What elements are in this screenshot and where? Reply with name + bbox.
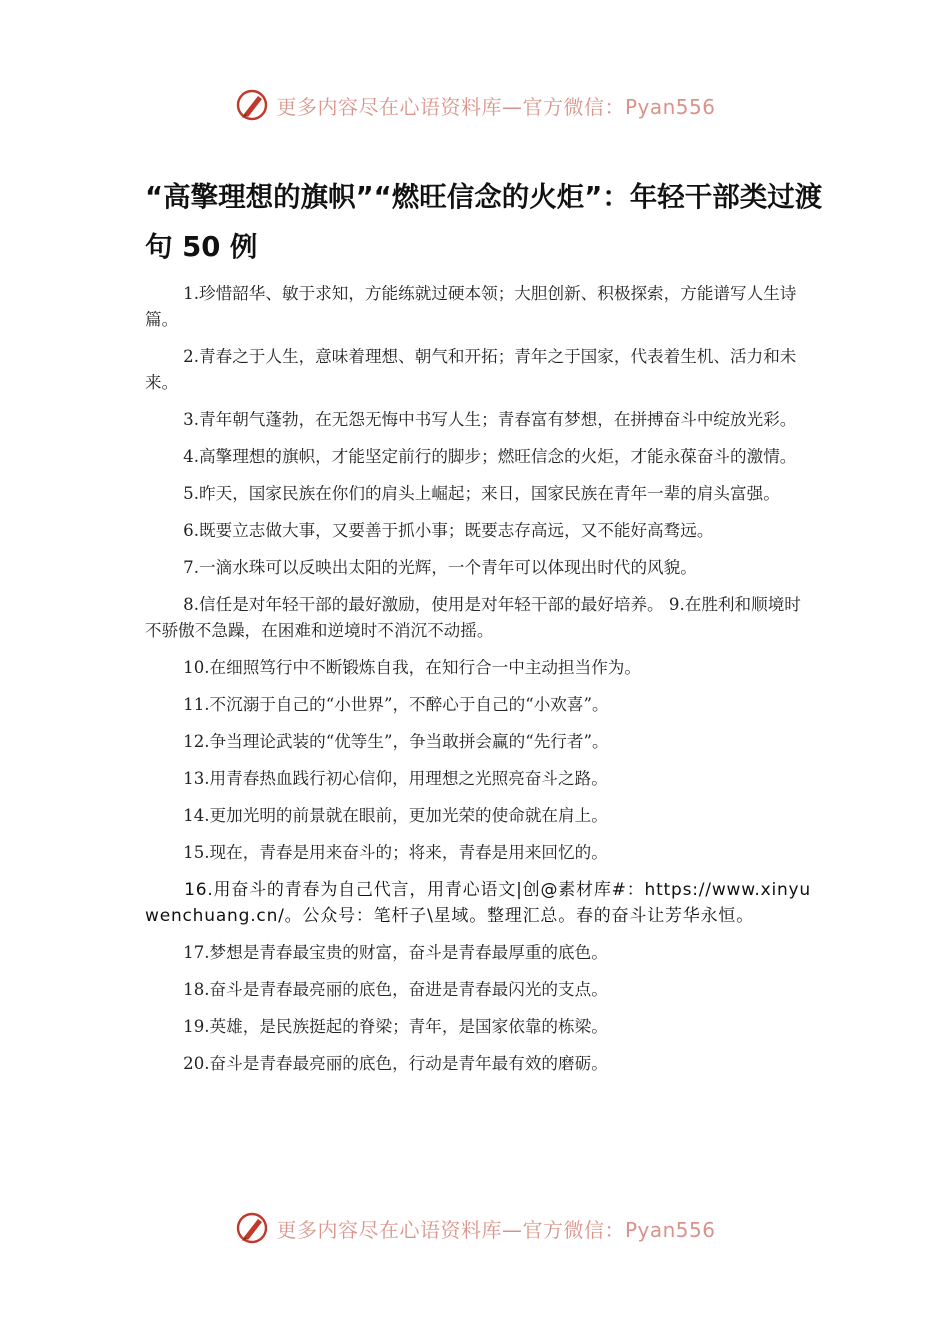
paragraph-13: 13.用青春热血践行初心信仰，用理想之光照亮奋斗之路。 <box>183 769 608 788</box>
paragraph-17: 17.梦想是青春最宝贵的财富，奋斗是青春最厚重的底色。 <box>183 943 608 962</box>
paragraph-7: 7.一滴水珠可以反映出太阳的光辉，一个青年可以体现出时代的风貌。 <box>183 558 697 577</box>
paragraph-18: 18.奋斗是青春最亮丽的底色，奋进是青春最闪光的支点。 <box>183 980 608 999</box>
paragraph-14: 14.更加光明的前景就在眼前，更加光荣的使命就在肩上。 <box>183 806 608 825</box>
paragraph-8-9: 8.信任是对年轻干部的最好激励，使用是对年轻干部的最好培养。 9.在胜利和顺境时不骄傲不急躁，在困难和逆境时不消沉不动摇。 <box>145 595 801 640</box>
pen-circle-icon <box>234 87 270 123</box>
paragraph-3: 3.青年朝气蓬勃，在无怨无悔中书写人生；青春富有梦想，在拼搏奋斗中绽放光彩。 <box>183 410 797 429</box>
paragraph-20: 20.奋斗是青春最亮丽的底色，行动是青年最有效的磨砺。 <box>183 1054 608 1073</box>
header-banner <box>0 85 950 125</box>
paragraph-4: 4.高擎理想的旗帜，才能坚定前行的脚步；燃旺信念的火炬，才能永葆奋斗的激情。 <box>183 447 797 466</box>
paragraph-15: 15.现在，青春是用来奋斗的；将来，青春是用来回忆的。 <box>183 843 608 862</box>
footer-banner <box>0 1208 950 1248</box>
paragraph-19: 19.英雄，是民族挺起的脊梁；青年，是国家依靠的栋梁。 <box>183 1017 608 1036</box>
header-banner-text: 更多内容尽在心语资料库—官方微信：Pyan556 <box>276 94 716 119</box>
paragraph-16: 16.用奋斗的青春为自己代言，用青心语文|创@素材库#：https://www.xinyuwenchuang.cn/。公众号：笔杆子\星域。整理汇总。春的奋斗让芳华永恒。 <box>145 880 811 926</box>
page-title: “高擎理想的旗帜”“燃旺信念的火炬”：年轻干部类过渡句 50 例 <box>145 181 823 263</box>
paragraph-6: 6.既要立志做大事，又要善于抓小事；既要志存高远，又不能好高骛远。 <box>183 521 714 540</box>
paragraph-11: 11.不沉溺于自己的“小世界”，不醉心于自己的“小欢喜”。 <box>183 695 609 714</box>
document-body <box>145 281 815 1088</box>
footer-banner-text: 更多内容尽在心语资料库—官方微信：Pyan556 <box>276 1217 716 1242</box>
paragraph-2: 2.青春之于人生，意味着理想、朝气和开拓；青年之于国家，代表着生机、活力和未来。 <box>145 347 797 392</box>
paragraph-12: 12.争当理论武装的“优等生”，争当敢拼会赢的“先行者”。 <box>183 732 609 751</box>
pen-circle-icon <box>234 1210 270 1246</box>
paragraph-5: 5.昨天，国家民族在你们的肩头上崛起；来日，国家民族在青年一辈的肩头富强。 <box>183 484 780 503</box>
paragraph-1: 1.珍惜韶华、敏于求知，方能练就过硬本领；大胆创新、积极探索，方能谱写人生诗篇。 <box>145 284 797 329</box>
paragraph-10: 10.在细照笃行中不断锻炼自我，在知行合一中主动担当作为。 <box>183 658 641 677</box>
